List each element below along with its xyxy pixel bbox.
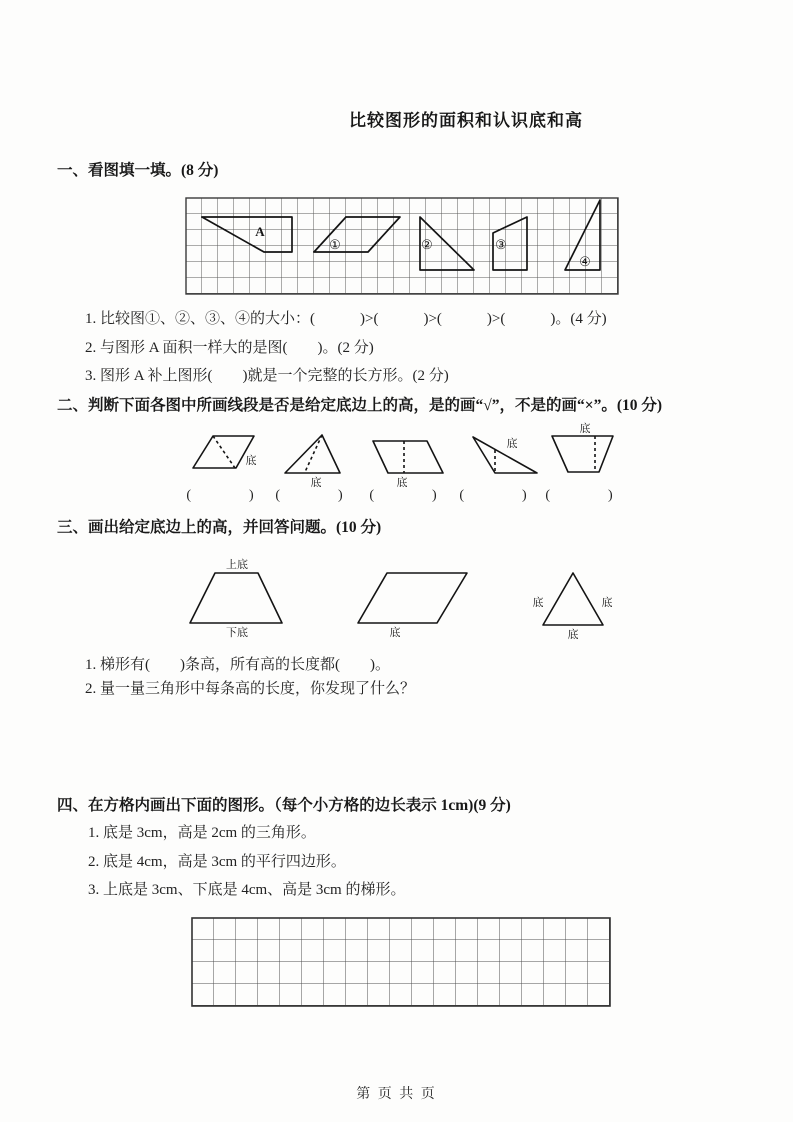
page-footer: 第 页 共 页 [356, 1087, 437, 1102]
judge-1-base-label: 底 [245, 455, 257, 467]
judge-3-base-label: 底 [396, 477, 408, 489]
judge-4-base-label: 底 [506, 438, 518, 450]
section1-question-1: 1. 比较图①、②、③、④的大小：( )>( )>( )>( )。(4 分) [85, 311, 607, 327]
grid-cells [186, 198, 618, 294]
section3-question-2: 2. 量一量三角形中每条高的长度，你发现了什么？ [85, 681, 416, 697]
judge-4-answer-bracket: ( ) [459, 488, 531, 503]
section4-item-3: 3. 上底是 3cm、下底是 4cm、高是 3cm 的梯形。 [88, 882, 406, 898]
judge-2-base-label: 底 [310, 477, 322, 489]
judge-3-answer-bracket: ( ) [369, 488, 441, 503]
judge-5-base-label: 底 [579, 423, 591, 435]
triangle-left-base-label: 底 [532, 597, 544, 609]
label-shape-4: ④ [579, 254, 591, 269]
judge-1-dashed-segment [213, 436, 235, 468]
judge-5-trapezoid [552, 436, 613, 472]
section4-item-1: 1. 底是 3cm，高是 2cm 的三角形。 [88, 825, 316, 841]
judge-4-triangle [473, 437, 537, 473]
draw-height-figures [140, 555, 660, 647]
trapezoid-bottom-base-label: 下底 [226, 627, 248, 639]
trapezoid-top-base-label: 上底 [226, 559, 248, 571]
triangle-right-base-label: 底 [601, 597, 613, 609]
section1-heading: 一、看图填一填。(8 分) [57, 162, 219, 179]
judge-1-answer-bracket: ( ) [186, 488, 258, 503]
judge-2-triangle [285, 435, 340, 473]
label-shape-2: ② [421, 237, 433, 252]
judge-3-parallelogram [373, 441, 443, 473]
figure-triangle [543, 573, 603, 625]
parallelogram-base-label: 底 [389, 627, 401, 639]
section4-item-2: 2. 底是 4cm，高是 3cm 的平行四边形。 [88, 854, 346, 870]
label-shape-a: A [255, 224, 265, 239]
section3-heading: 三、画出给定底边上的高，并回答问题。(10 分) [57, 519, 382, 536]
section3-question-1: 1. 梯形有( )条高，所有高的长度都( )。 [85, 657, 390, 673]
section1-question-3: 3. 图形 A 补上图形( )就是一个完整的长方形。(2 分) [85, 368, 449, 384]
label-shape-1: ① [329, 237, 341, 252]
judge-5-answer-bracket: ( ) [545, 488, 617, 503]
section1-question-2: 2. 与图形 A 面积一样大的是图( )。(2 分) [85, 340, 374, 356]
page-title: 比较图形的面积和认识底和高 [349, 111, 583, 130]
drawing-grid-cells [192, 918, 610, 1006]
label-shape-3: ③ [495, 237, 507, 252]
figure-parallelogram [358, 573, 467, 623]
section4-heading: 四、在方格内画出下面的图形。（每个小方格的边长表示 1cm)(9 分) [57, 797, 511, 814]
judge-2-answer-bracket: ( ) [275, 488, 347, 503]
shape-comparison-grid [185, 197, 619, 295]
judge-2-dashed-segment [305, 435, 322, 472]
triangle-bottom-base-label: 底 [567, 629, 579, 641]
section2-heading: 二、判断下面各图中所画线段是否是给定底边上的高，是的画“√”，不是的画“×”。(10 分) [57, 397, 663, 414]
figure-trapezoid [190, 573, 282, 623]
drawing-grid [191, 917, 611, 1007]
